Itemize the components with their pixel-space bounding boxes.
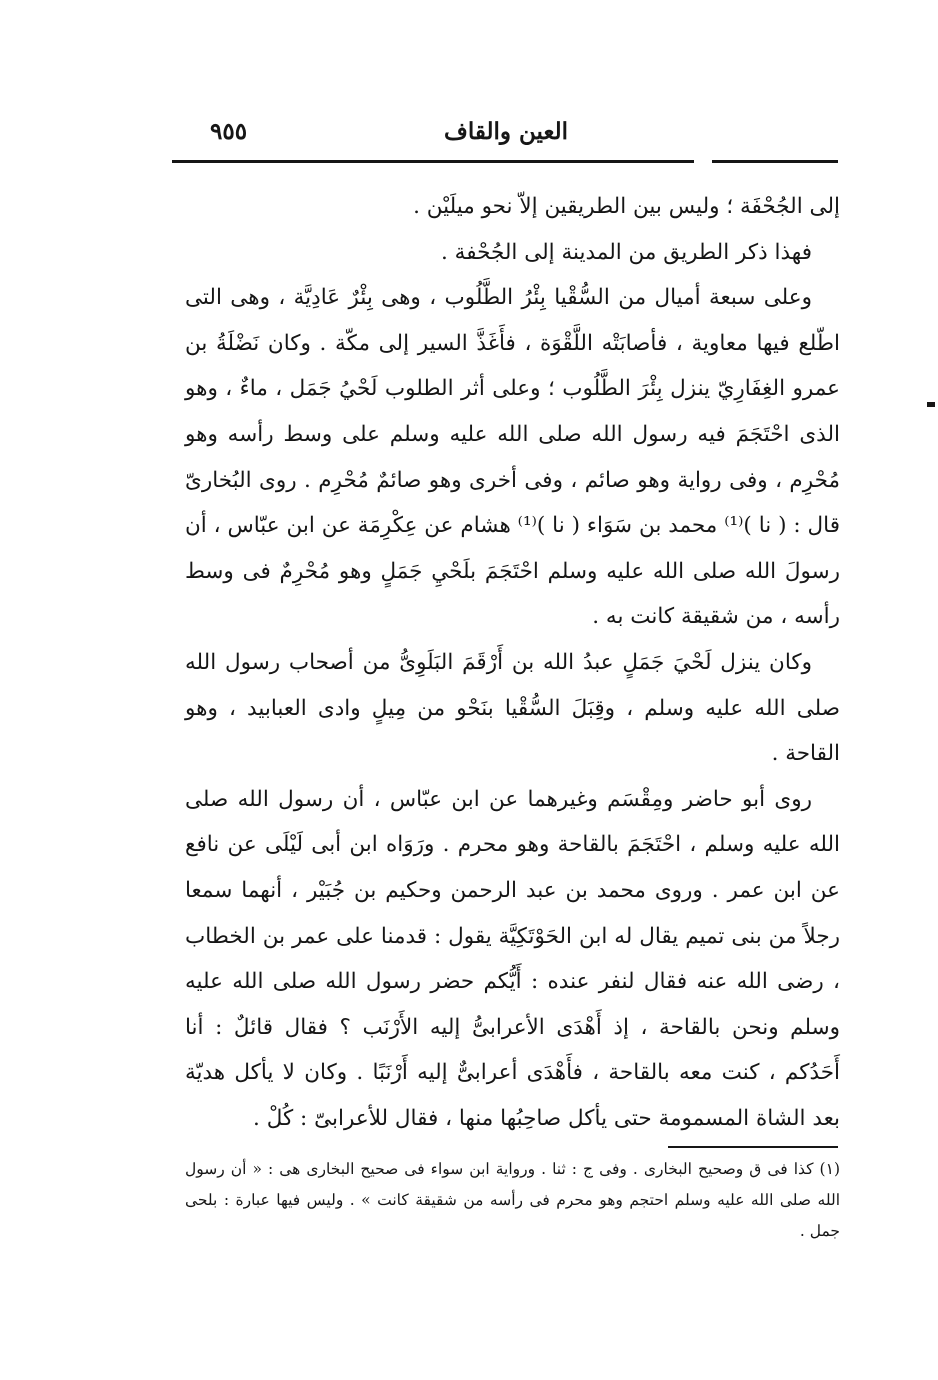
paragraph: وكان ينزل لَحْيَ جَمَلٍ عبدُ الله بن أَرْقَمَ البَلَوِىُّ من أصحاب رسول الله صلى الله عليه وسلم ، وقِبَلَ السُّقْيا بنَحْو من مِيلٍ وادى العبابيد ، وهو القاحة .: [185, 649, 840, 767]
running-title: العين والقاف: [444, 118, 568, 145]
paragraph: فهذا ذكر الطريق من المدينة إلى الجُحْفة .: [441, 239, 812, 265]
main-text: [185, 184, 840, 1141]
paragraph: وعلى سبعة أميال من السُّقْيا بِئْرُ الطَّلُوب ، وهى بِئْرٌ عَادِيَّة ، وهى التى اطّلع فيها معاوية ، فأصابَتْه اللَّقْوَة ، فأَغَذَّ السير إلى مكّة . وكان نَضْلَةُ بن عمرو الغِفَارِيّ ينزل بِئْرَ الطَّلُوب ؛ وعلى أثر الطلوب لَحْيُ جَمَل ، ماءٌ ، وهو الذى احْتَجَمَ فيه رسول الله صلى الله عليه وسلم على وسط رأسه وهو مُحْرِم ، وفى رواية وهو صائم ، وفى أخرى وهو صائمٌ مُحْرِم . روى البُخارىّ قال : ( نا )⁽¹⁾ محمد بن سَوَاء ( نا )⁽¹⁾ هشام عن عِكْرِمَة عن ابن عبّاس ، أن رسولَ الله صلى الله عليه وسلم احْتَجَمَ بلَحْيِ جَمَلٍ وهو مُحْرِمٌ فى وسط رأسه ، من شقيقة كانت به .: [185, 285, 841, 630]
page-number: ٩٥٥: [210, 118, 248, 145]
header-rule-short: [712, 160, 838, 163]
margin-mark: [927, 402, 935, 407]
footnote-rule: [668, 1146, 838, 1148]
header-rule: [172, 160, 694, 163]
paragraph: إلى الجُحْفَة ؛ وليس بين الطريقين إلاّ نحو ميلَيْن .: [413, 194, 840, 219]
paragraph: روى أبو حاضر ومِقْسَم وغيرهما عن ابن عبّاس ، أن رسول الله صلى الله عليه وسلم ، احْتَجَمَ بالقاحة وهو محرم . ورَوَاه ابن أبى لَيْلَى عن نافع عن ابن عمر . وروى محمد بن عبد الرحمن وحكيم بن جُبَيْر ، أنهما سمعا رجلاً من بنى تميم يقال له ابن الحَوْتَكِيَّة يقول : قدمنا على عمر بن الخطاب ، رضى الله عنه فقال لنفر عنده : أَيُّكم حضر رسول الله صلى الله عليه وسلم ونحن بالقاحة ، إذ أَهْدَى الأعرابىُّ إليه الأَرْنَب ؟ فقال قائلٌ : أنا أَحَدُكم ، كنت معه بالقاحة ، فأَهْدَى أعرابىٌّ إليه أَرْنَبًا . وكان لا يأكل هديّة بعد الشاة المسمومة حتى يأكل صاحِبُها منها ، فقال للأعرابىّ : كُلْ .: [185, 786, 840, 1131]
footnote-text: (١) كذا فى ق وصحيح البخارى . وفى ج : ثنا . ورواية ابن سواء فى صحيح البخارى هى : « أن رسول الله صلى الله عليه وسلم احتجم وهو محرم فى رأسه من شقيقة كانت » . وليس فيها عبارة : بلحى جمل .: [185, 1160, 840, 1240]
footnote: [185, 1154, 840, 1247]
page-header: [180, 118, 840, 158]
